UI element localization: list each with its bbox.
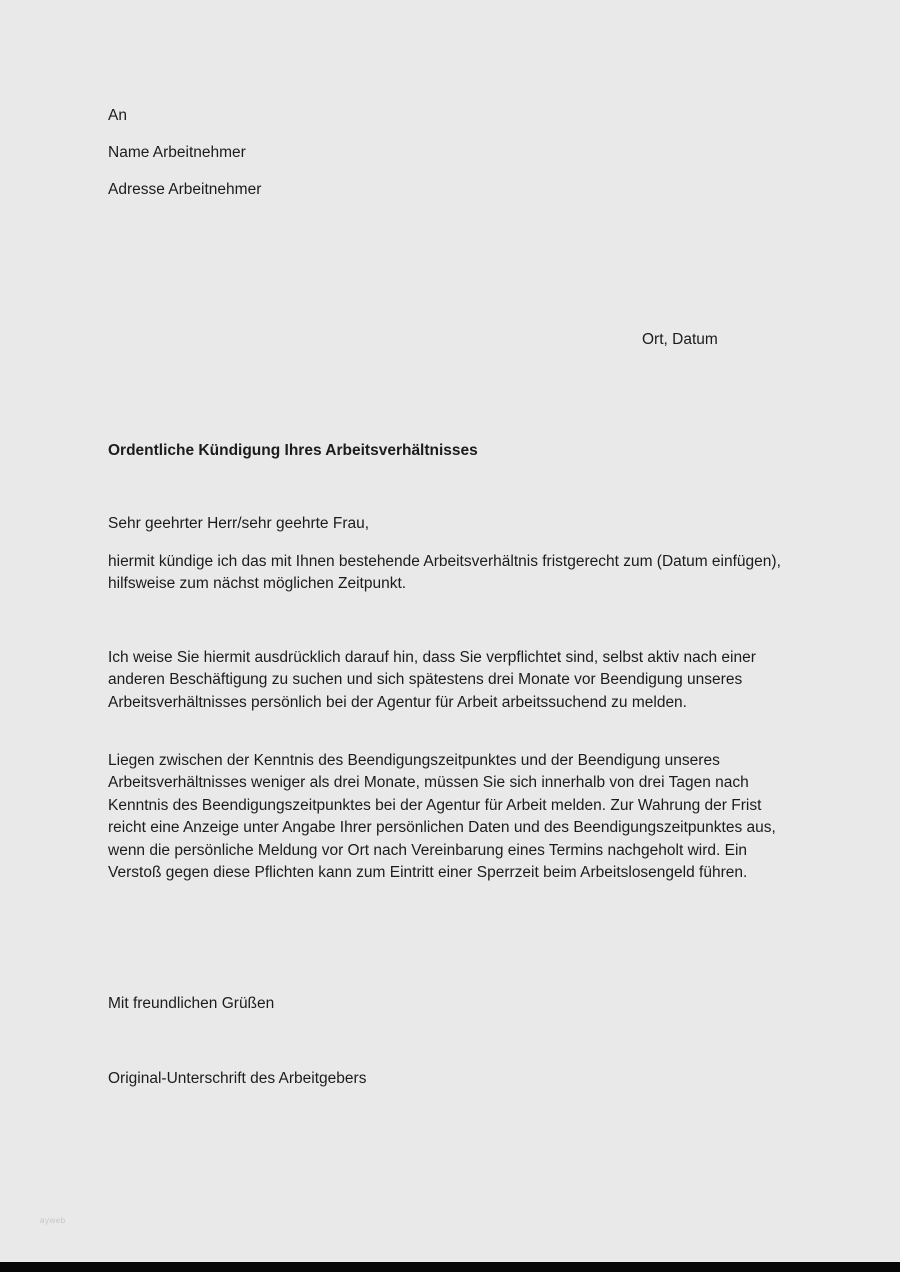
body-paragraph-2: Ich weise Sie hiermit ausdrücklich darauf hin, dass Sie verpflichtet sind, selbst aktiv nach einer anderen Beschäftigung zu suchen und sich spätestens drei Monate vor Beendigung unseres Arbeitsverhältnisses persönlich bei der Agentur für Arbeit arbeitssuchend zu melden. [108,649,756,711]
salutation: Sehr geehrter Herr/sehr geehrte Frau, [108,515,370,532]
recipient-line-adresse: Adresse Arbeitnehmer [108,181,262,199]
body-paragraph-1: hiermit kündige ich das mit Ihnen bestehende Arbeitsverhältnis fristgerecht zum (Datum einfügen), hilfsweise zum nächst möglichen Zeitpunkt. [108,553,781,593]
body-paragraph-3: Liegen zwischen der Kenntnis des Beendigungszeitpunktes und der Beendigung unseres Arbeitsverhältnisses weniger als drei Monate, müssen Sie sich innerhalb von drei Tagen nach Kenntnis des Beendigungszeitpunktes bei der Agentur für Arbeit melden. Zur Wahrung der Frist reicht eine Anzeige unter Angabe Ihrer persönlichen Daten und des Beendigungszeitpunktes aus, wenn die persönliche Meldung vor Ort nach Vereinbarung eines Termins nachgeholt wird. Ein Verstoß gegen diese Pflichten kann zum Eintritt einer Sperrzeit beim Arbeitslosengeld führen. [108,752,776,882]
recipient-block [108,105,261,217]
subject-line: Ordentliche Kündigung Ihres Arbeitsverhältnisses [108,442,478,459]
closing-line: Mit freundlichen Grüßen [108,995,275,1012]
signature-line: Original-Unterschrift des Arbeitgebers [108,1070,367,1087]
recipient-line-an: An [108,107,127,124]
watermark-text: ayweb [40,1216,66,1225]
bottom-border-bar [0,1262,900,1272]
recipient-line-name: Name Arbeitnehmer [108,144,246,162]
place-date-line: Ort, Datum [642,331,718,348]
